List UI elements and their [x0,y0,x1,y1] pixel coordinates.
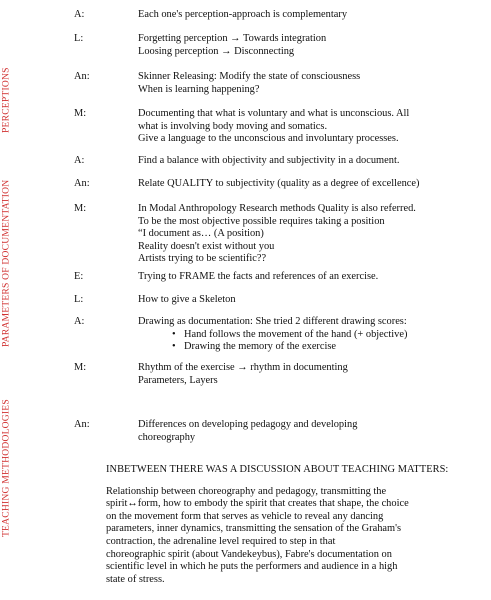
entry-line: How to give a Skeleton [138,294,236,305]
entry-text [138,271,438,284]
entry-line: “I document as… (A position) [138,228,264,240]
paragraph-line: state of stress. [106,573,165,585]
entry-line: Rhythm of the exercise → rhythm in documenting [138,362,348,373]
speaker-label: A: [74,9,85,20]
discussion-paragraph [106,486,451,587]
entry-line: Parameters, Layers [138,374,218,386]
entry-text [138,9,438,22]
entry-line: Drawing as documentation: She tried 2 different drawing scores: [138,316,407,327]
speaker-label: An: [74,71,90,82]
speaker-label: M: [74,362,87,373]
entry-text [138,108,438,146]
speaker-label: A: [74,316,85,327]
entry-line: what is involving body moving and somatics. [138,120,328,132]
speaker-label: L: [74,294,84,305]
entry-line: Documenting that what is voluntary and what is unconscious. All [138,108,410,119]
side-label-documentation: PARAMETERS OF DOCUMENTATION [0,179,12,347]
entry-line: Reality doesn't exist without you [138,240,275,252]
speaker-label: L: [74,33,84,44]
entry-text [138,155,438,168]
entry-text [138,294,438,307]
entry-text [138,178,438,191]
discussion-block [106,464,451,586]
entry-line: Differences on developing pedagogy and developing [138,419,358,430]
entry-line: choreography [138,431,196,443]
speaker-label: M: [74,108,87,119]
speaker-label: An: [74,178,90,189]
paragraph-line: on the movement form that serves as vehicle to reveal any dancing [106,510,384,522]
entry-line: Trying to FRAME the facts and references of an exercise. [138,271,379,282]
paragraph-line: parameters, inner dynamics, transmitting the sensation of the Graham's [106,523,402,535]
entry-line: Loosing perception → Disconnecting [138,45,295,57]
entry-line: Artists trying to be scientific?? [138,253,267,265]
discussion-heading: INBETWEEN THERE WAS A DISCUSSION ABOUT TEACHING MATTERS: [106,464,449,475]
side-label-perceptions: PERCEPTIONS [0,67,12,133]
entry-line: Relate QUALITY to subjectivity (quality as a degree of excellence) [138,178,420,189]
paragraph-line: scientific level in which he puts the performers and audience in a high [106,561,398,573]
entry-line: When is learning happening? [138,83,260,95]
paragraph-line: choreographic spirit (about Vandekeybus), Fabre's documentation on [106,548,392,560]
entry-line: Skinner Releasing: Modify the state of consciousness [138,71,361,82]
entry-text [138,71,438,96]
entry-line: Find a balance with objectivity and subjectivity in a document. [138,155,400,166]
speaker-label: An: [74,419,90,430]
bullet-item: • Drawing the memory of the exercise [138,341,438,354]
paragraph-line: spirit↔form, how to embody the spirit that creates that shape, the choice [106,498,409,510]
speaker-label: M: [74,203,87,214]
entry-text [138,362,438,387]
side-label-teaching: TEACHING METHODOLOGIES [0,399,12,537]
speaker-label: E: [74,271,84,282]
entry-text [138,419,438,444]
entry-text [138,33,438,58]
bullet-item: • Hand follows the movement of the hand (+ objective) [138,329,438,342]
speaker-label: A: [74,155,85,166]
entry-line: In Modal Anthropology Research methods Quality is also referred. [138,203,416,214]
entry-text [138,203,438,266]
entry-line: To be the most objective possible requires taking a position [138,215,385,227]
paragraph-line: contraction, the adrenaline level required to step in that [106,535,336,547]
paragraph-line: Relationship between choreography and pedagogy, transmitting the [106,485,387,497]
entry-line: Forgetting perception → Towards integration [138,33,327,44]
entry-text [138,316,438,354]
entry-line: Each one's perception-approach is complementary [138,9,348,20]
entry-line: Give a language to the unconscious and involuntary processes. [138,133,399,145]
